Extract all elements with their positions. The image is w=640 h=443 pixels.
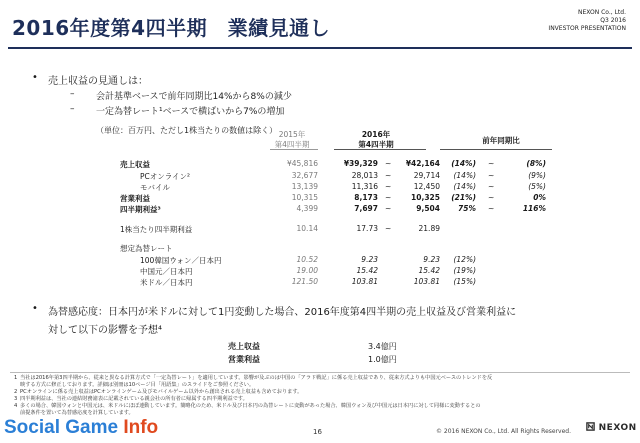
- cell-high: 21.89: [418, 224, 440, 233]
- cell-yoy-high: (8%): [526, 159, 546, 168]
- footnote: [14, 375, 620, 382]
- footnote: [14, 389, 620, 396]
- watermark-info: Info: [123, 417, 159, 438]
- footnote-number: 2: [14, 389, 18, 395]
- footnote: [14, 403, 620, 410]
- cell-high: ¥42,164: [405, 159, 440, 168]
- row-label-operating-income: 営業利益: [120, 194, 150, 203]
- sub-bullet-text: 会計基準ベースで前年同期比14%から8%の減少: [96, 92, 292, 102]
- cell-yoy-low: (21%): [451, 193, 476, 202]
- cell-yoy-low: (14%): [453, 182, 476, 191]
- cell-2015: 10,315: [291, 193, 318, 202]
- cell-yoy-low: (14%): [451, 159, 476, 168]
- cell-2015: 10.14: [296, 224, 318, 233]
- bullet-dot: •: [32, 72, 38, 83]
- footnote: [20, 410, 620, 417]
- cell-tilde: ~: [488, 159, 495, 168]
- cell-tilde: ~: [488, 182, 495, 191]
- row-label-mobile: モバイル: [140, 183, 170, 192]
- footnote-text: 四半期利益は、当社の連結財務諸表に記載されている親会社の所有者に帰属する四半期利益です。: [20, 396, 248, 402]
- footnote-text: 当社は2016年第3四半期から、従来と異なる計算方式で「一定為替レート」を適用しています。影響が及ぶのは中国の「アラド戦記」に係る売上収益であり、従来方式よりも中国元ベースのトレンドを反: [20, 375, 493, 381]
- cell-low: 28,013: [351, 171, 378, 180]
- row-label-cny: 中国元／日本円: [140, 267, 193, 276]
- cell-high: 9.23: [423, 255, 440, 264]
- cell-yoy-low: (14%): [453, 171, 476, 180]
- bullet-text: 売上収益の見通しは：: [48, 76, 148, 87]
- header-yoy: 前年同期比: [482, 136, 520, 145]
- unit-note: （単位：百万円、ただし1株当たりの数値は除く）: [96, 126, 278, 135]
- footnote: [20, 382, 620, 389]
- cell-yoy: (19%): [453, 266, 476, 275]
- cell-2015: ¥45,816: [286, 159, 318, 168]
- cell-low: 7,697: [354, 204, 378, 213]
- page-number: 16: [313, 428, 322, 436]
- row-label-revenue: 売上収益: [120, 160, 150, 169]
- nexon-logo-icon: [586, 422, 595, 431]
- cell-2015: 10.52: [296, 255, 318, 264]
- watermark-text: Social Game: [4, 417, 124, 438]
- cell-high: 15.42: [418, 266, 440, 275]
- bullet-text-line1: 為替感応度：日本円が米ドルに対して1円変動した場合、2016年度第4四半期の売上収益及び営業利益に: [48, 307, 517, 318]
- row-label-pc-online: PCオンライン²: [140, 172, 191, 181]
- dash: –: [70, 104, 75, 114]
- cell-low: 103.81: [351, 277, 378, 286]
- cell-tilde: ~: [488, 171, 495, 180]
- footnote-text: PCオンラインに係る売上収益はPCオンラインゲーム及びモバイルゲーム以外から創出される売上収益も含めております。: [20, 389, 303, 395]
- sub-bullet-text: 一定為替レート¹ベースで横ばいから7%の増加: [96, 107, 285, 117]
- cell-tilde: ~: [488, 204, 495, 213]
- fx-header: 想定為替レート: [120, 244, 173, 253]
- cell-low: 11,316: [351, 182, 378, 191]
- cell-high: 103.81: [413, 277, 440, 286]
- quarter-label: Q3 2016: [600, 17, 626, 24]
- footnote-divider: [10, 372, 630, 373]
- cell-yoy-low: 75%: [458, 204, 476, 213]
- cell-tilde: ~: [385, 193, 392, 202]
- cell-high: 9,504: [416, 204, 440, 213]
- row-label-net-income: 四半期利益³: [120, 205, 161, 214]
- bullet-fx-sensitivity-cont: [48, 321, 162, 336]
- impact-value-revenue: 3.4億円: [368, 342, 397, 351]
- cell-yoy: (15%): [453, 277, 476, 286]
- cell-2015: 121.50: [291, 277, 318, 286]
- cell-high: 29,714: [413, 171, 440, 180]
- cell-low: ¥39,329: [343, 159, 378, 168]
- footnote-number: 3: [14, 396, 18, 402]
- bullet-text-line2: 対して以下の影響を予想⁴: [48, 325, 163, 336]
- cell-tilde: ~: [385, 204, 392, 213]
- cell-low: 17.73: [356, 224, 378, 233]
- cell-low: 8,173: [354, 193, 378, 202]
- cell-high: 12,450: [413, 182, 440, 191]
- cell-tilde: ~: [488, 193, 495, 202]
- cell-high: 10,325: [411, 193, 440, 202]
- footnote-number: 1: [14, 375, 18, 381]
- cell-tilde: ~: [385, 171, 392, 180]
- cell-tilde: ~: [385, 159, 392, 168]
- row-label-usd: 米ドル／日本円: [140, 278, 193, 287]
- header-rule: [270, 149, 318, 150]
- page-title: 2016年度第4四半期 業績見通し: [12, 16, 331, 40]
- impact-label-revenue: 売上収益: [228, 342, 260, 351]
- cell-low: 15.42: [356, 266, 378, 275]
- cell-tilde: ~: [385, 182, 392, 191]
- footnote: [14, 396, 620, 403]
- bullet-dot: •: [32, 303, 38, 314]
- header-rule: [440, 149, 552, 150]
- cell-2015: 4,399: [296, 204, 318, 213]
- impact-value-operating-income: 1.0億円: [368, 355, 397, 364]
- cell-yoy-high: 0%: [533, 193, 546, 202]
- header-2015-year: 2015年: [278, 130, 306, 139]
- row-label-eps: 1株当たり四半期利益: [120, 225, 193, 234]
- cell-yoy-high: 116%: [522, 204, 546, 213]
- cell-2015: 13,139: [291, 182, 318, 191]
- bullet-fx-sensitivity: [32, 303, 517, 318]
- footnote-text: 多くの場合、韓国ウォンと中国元は、米ドルにほぼ連動しています。簡略化のため、米ドル及び日本円の為替レートに変動があった場合、韓国ウォン及び中国元は日本円に対して同様に変動するとの: [20, 403, 481, 409]
- cell-low: 9.23: [361, 255, 378, 264]
- social-game-info-watermark: [4, 417, 158, 439]
- cell-yoy: (12%): [453, 255, 476, 264]
- nexon-logo: [586, 422, 637, 433]
- header-2016-quarter: 第4四半期: [358, 140, 394, 149]
- cell-2015: 19.00: [296, 266, 318, 275]
- header-2015-quarter: 第4四半期: [274, 140, 310, 149]
- cell-yoy-high: (9%): [528, 171, 546, 180]
- header-2016-year: 2016年: [361, 130, 391, 139]
- copyright: © 2016 NEXON Co., Ltd. All Rights Reserved.: [436, 428, 572, 435]
- header-rule: [334, 149, 426, 150]
- impact-label-operating-income: 営業利益: [228, 355, 260, 364]
- dash: –: [70, 89, 75, 99]
- presentation-label: INVESTOR PRESENTATION: [548, 25, 626, 32]
- footnote-text: 映する方式に修正しております。詳細は別冊は10ページ目「用語集」のスライドをご参照ください。: [20, 382, 255, 388]
- footnote-number: 4: [14, 403, 18, 409]
- company-name: NEXON Co., Ltd.: [577, 9, 626, 16]
- cell-tilde: ~: [385, 224, 392, 233]
- cell-2015: 32,677: [291, 171, 318, 180]
- row-label-krw: 100韓国ウォン／日本円: [140, 256, 222, 265]
- footnote-text: 前提条件を置いて為替感応度を計算しています。: [20, 410, 134, 416]
- nexon-logo-text: NEXON: [598, 423, 637, 433]
- cell-yoy-high: (5%): [528, 182, 546, 191]
